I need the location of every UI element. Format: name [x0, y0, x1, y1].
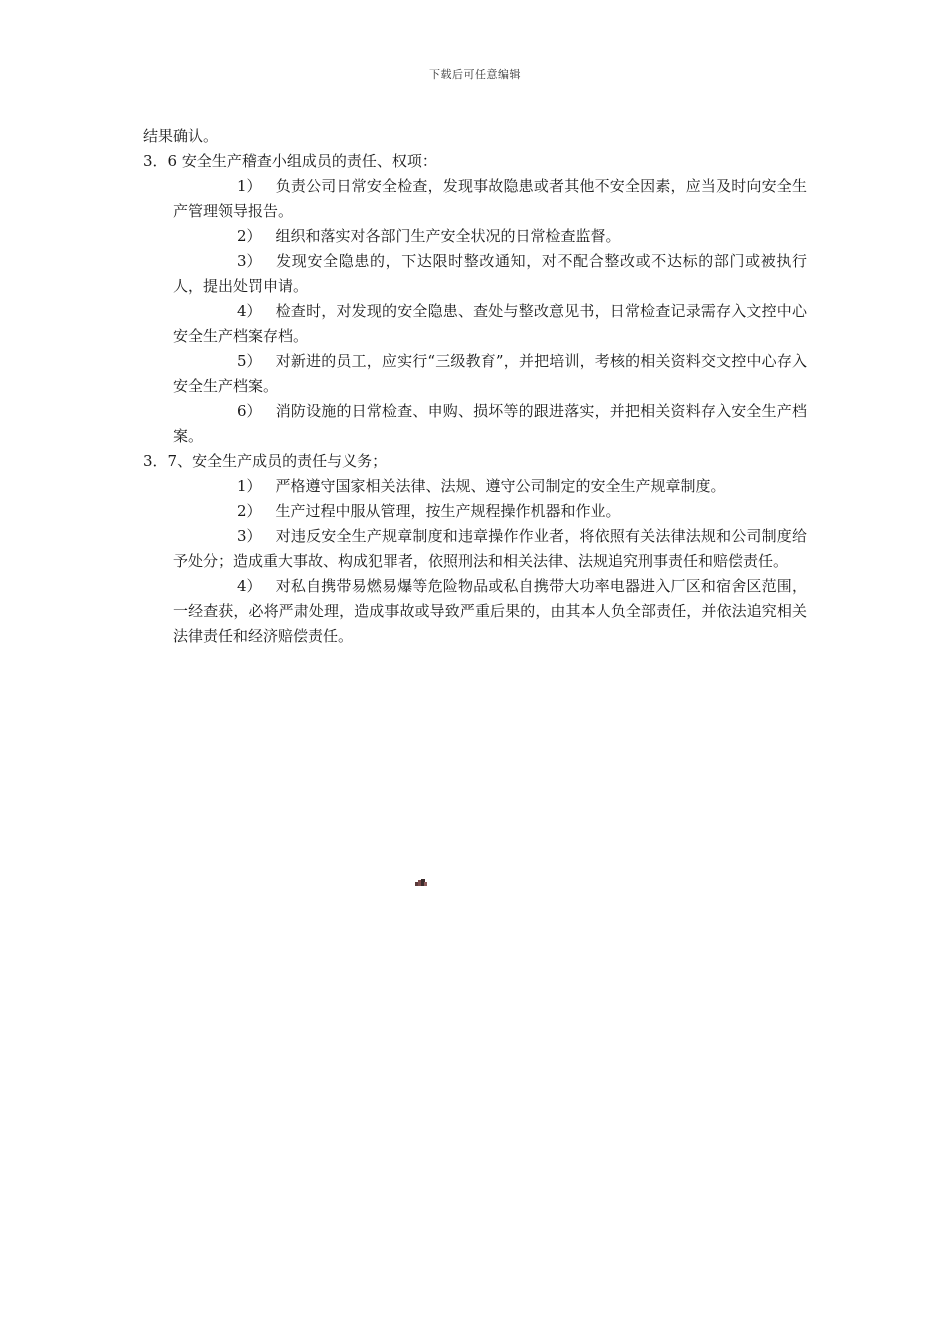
section-3-6-item [143, 349, 807, 399]
section-3-6-item [143, 174, 807, 224]
item-text: 组织和落实对各部门生产安全状况的日常检查监督。 [275, 227, 621, 245]
item-text: 检查时，对发现的安全隐患、查处与整改意见书，日常检查记录需存入文控中心安全生产档案存档。 [173, 302, 807, 345]
item-number: 5） [237, 352, 262, 370]
item-number: 4） [237, 302, 262, 320]
item-number: 6） [237, 402, 262, 420]
item-text: 对私自携带易燃易爆等危险物品或私自携带大功率电器进入厂区和宿舍区范围，一经查获，必将严肃处理，造成事故或导致严重后果的，由其本人负全部责任，并依法追究相关法律责任和经济赔偿责任。 [173, 577, 807, 645]
item-text: 对新进的员工，应实行“三级教育”，并把培训，考核的相关资料交文控中心存入安全生产档案。 [173, 352, 807, 395]
item-text: 严格遵守国家相关法律、法规、遵守公司制定的安全生产规章制度。 [275, 477, 726, 495]
item-number: 4） [237, 577, 262, 595]
section-3-6-heading: 3．6 安全生产稽查小组成员的责任、权项： [143, 152, 437, 170]
item-text: 发现安全隐患的，下达限时整改通知，对不配合整改或不达标的部门或被执行人，提出处罚申请。 [173, 252, 807, 295]
item-text: 消防设施的日常检查、申购、损坏等的跟进落实，并把相关资料存入安全生产档案。 [173, 402, 807, 445]
item-number: 1） [237, 477, 262, 495]
section-3-7-heading: 3．7、安全生产成员的责任与义务； [143, 452, 388, 470]
item-number: 2） [237, 227, 262, 245]
item-number: 2） [237, 502, 262, 520]
section-3-6-item [143, 399, 807, 449]
document-body [143, 124, 807, 649]
page-header: 下载后可任意编辑 [429, 68, 521, 81]
item-number: 1） [237, 177, 262, 195]
section-3-7-item [143, 524, 807, 574]
intro-paragraph: 结果确认。 [143, 127, 219, 145]
section-3-7-item [143, 574, 807, 649]
section-3-6-item [143, 224, 807, 249]
item-number: 3） [237, 252, 262, 270]
small-image-mark-icon [415, 879, 427, 886]
section-3-6-item [143, 249, 807, 299]
item-number: 3） [237, 527, 262, 545]
item-text: 生产过程中服从管理，按生产规程操作机器和作业。 [275, 502, 621, 520]
section-3-7-item [143, 474, 807, 499]
item-text: 负责公司日常安全检查，发现事故隐患或者其他不安全因素，应当及时向安全生产管理领导报告。 [173, 177, 807, 220]
item-text: 对违反安全生产规章制度和违章操作作业者，将依照有关法律法规和公司制度给予处分；造成重大事故、构成犯罪者，依照刑法和相关法律、法规追究刑事责任和赔偿责任。 [173, 527, 807, 570]
section-3-7-item [143, 499, 807, 524]
section-3-6-item [143, 299, 807, 349]
